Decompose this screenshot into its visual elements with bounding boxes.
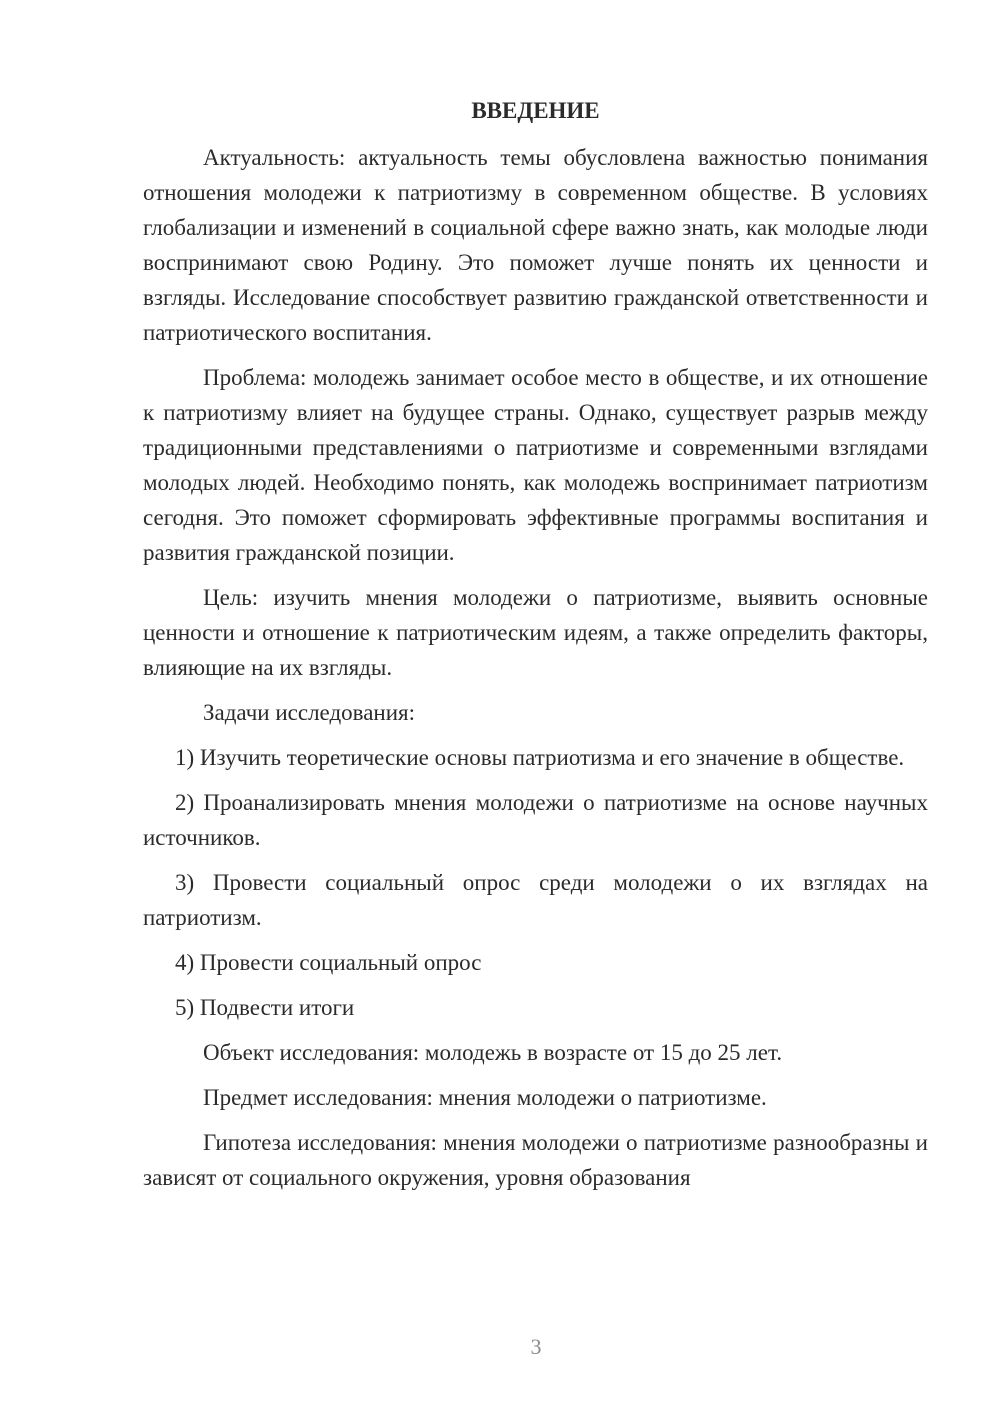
- tasks-heading: Задачи исследования:: [203, 700, 416, 725]
- goal-paragraph: Цель: изучить мнения молодежи о патриотизме, выявить основные ценности и отношение к патриотическим идеям, а также определить факторы, влияющие на их взгляды.: [143, 585, 928, 680]
- problem-paragraph: Проблема: молодежь занимает особое место в обществе, и их отношение к патриотизму влияет на будущее страны. Однако, существует разрыв между традиционными представлениями о патриотизме и современными взглядами молодых людей. Необходимо понять, как молодежь воспринимает патриотизм сегодня. Это поможет сформировать эффективные программы воспитания и развития гражданской позиции.: [143, 365, 928, 565]
- object-paragraph: Объект исследования: молодежь в возрасте от 15 до 25 лет.: [203, 1040, 783, 1065]
- subject-paragraph: Предмет исследования: мнения молодежи о патриотизме.: [203, 1085, 767, 1110]
- page-number: 3: [530, 1334, 542, 1359]
- hypothesis-paragraph: Гипотеза исследования: мнения молодежи о патриотизме разнообразны и зависят от социального окружения, уровня образования: [143, 1130, 928, 1190]
- task-item-2: 2) Проанализировать мнения молодежи о патриотизме на основе научных источников.: [143, 790, 928, 850]
- task-item-5: 5) Подвести итоги: [175, 995, 355, 1020]
- document-page: [143, 96, 928, 1205]
- task-item-4: 4) Провести социальный опрос: [175, 950, 482, 975]
- task-item-1: 1) Изучить теоретические основы патриотизма и его значение в обществе.: [175, 745, 905, 770]
- relevance-paragraph: Актуальность: актуальность темы обусловлена важностью понимания отношения молодежи к патриотизму в современном обществе. В условиях глобализации и изменений в социальной сфере важно знать, как молодые люди воспринимают свою Родину. Это поможет лучше понять их ценности и взгляды. Исследование способствует развитию гражданской ответственности и патриотического воспитания.: [143, 145, 928, 345]
- page-title: ВВЕДЕНИЕ: [471, 98, 600, 123]
- task-item-3: 3) Провести социальный опрос среди молодежи о их взглядах на патриотизм.: [143, 870, 928, 930]
